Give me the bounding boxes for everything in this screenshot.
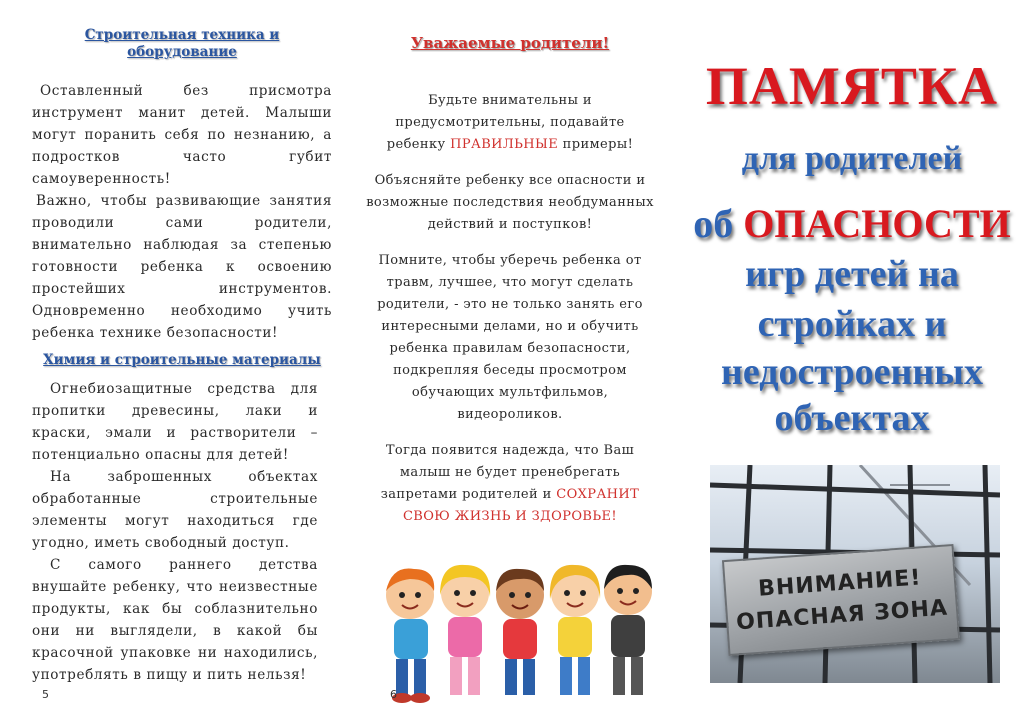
subtitle-line4: стройках и [757,303,947,345]
child-4-figure [550,565,600,695]
heading-dear-parents: Уважаемые родители! [410,34,610,52]
child-1-figure [386,568,434,703]
paragraph-chemicals: Огнебиозащитные средства для пропитки древесины, лаки и краски, эмали и растворители – потенциально опасны для детей! [32,381,318,463]
child-5-figure [604,565,652,695]
page-number-6: 6 [390,688,397,701]
children-illustration [370,555,660,705]
paragraph-abandoned-objects: На заброшенных объектах обработанные строительные элементы могут находиться где угодно, иметь свободный доступ. [32,469,318,551]
subtitle-line5: недостроенных [721,351,983,393]
title-pamyatka: ПАМЯТКА [705,56,999,116]
paragraph-hope [365,440,655,528]
paragraph-tools: Оставленный без присмотра инструмент манит детей. Малыши могут поранить себя по незнанию, а подростков часто губит самоуверенность! [32,83,332,187]
heading-construction-tools: Строительная техника и оборудование [84,27,280,60]
subtitle-line6: объектах [774,397,930,439]
text-examples: примеры! [562,137,634,152]
subtitle-about-danger [680,200,1024,247]
heading-chemistry: Химия и строительные материалы [43,352,321,368]
text-hope: Тогда появится надежда, что Ваш малыш не будет пренебрегать запретами родителей [380,443,635,502]
paragraph-remember: Помните, чтобы уберечь ребенка от травм, лучшее, что могут сделать родители, - это не только занять его интересными делами, но и обучить ребенка правилам безопасности, подкрепляя беседы просмотром обучающих мультфильмов, видеороликов. [377,253,643,422]
text-ob: об [693,201,734,246]
child-2-figure [440,565,490,695]
page-number-5: 5 [42,688,49,701]
sign-text-danger-zone: ОПАСНАЯ ЗОНА [735,595,949,636]
text-danger-red: ОПАСНОСТИ [743,201,1011,246]
text-be-attentive: Будьте внимательны и предусмотрительны, подавайте ребенку [386,93,625,152]
danger-zone-sign [722,544,960,656]
paragraph-parents-training: Важно, чтобы развивающие занятия проводили сами родители, внимательно наблюдая за степенью готовности ребенка к освоению простейших инструментов. Одновременно необходимо учить ребенка технике безопасности! [32,193,332,341]
text-and: и [542,487,552,502]
child-3-figure [496,569,544,695]
paragraph-explain-dangers: Объясняйте ребенку все опасности и возможные последствия необдуманных действий и поступков! [366,173,654,232]
subtitle-line3: игр детей на [745,253,959,295]
sign-text-attention: ВНИМАНИЕ! [757,565,923,602]
paragraph-unknown-products: С самого раннего детства внушайте ребенку, что неизвестные продукты, как бы соблазнительно они ни выглядели, в какой бы красочной упаковке ни находились, употреблять в пищу и пить нельзя! [32,557,318,683]
text-save-life-red: СОХРАНИТ СВОЮ ЖИЗНЬ И ЗДОРОВЬЕ! [402,487,640,524]
text-correct-red: ПРАВИЛЬНЫЕ [450,137,559,152]
subtitle-for-parents: для родителей [741,140,963,177]
paragraph-be-attentive [365,90,655,156]
